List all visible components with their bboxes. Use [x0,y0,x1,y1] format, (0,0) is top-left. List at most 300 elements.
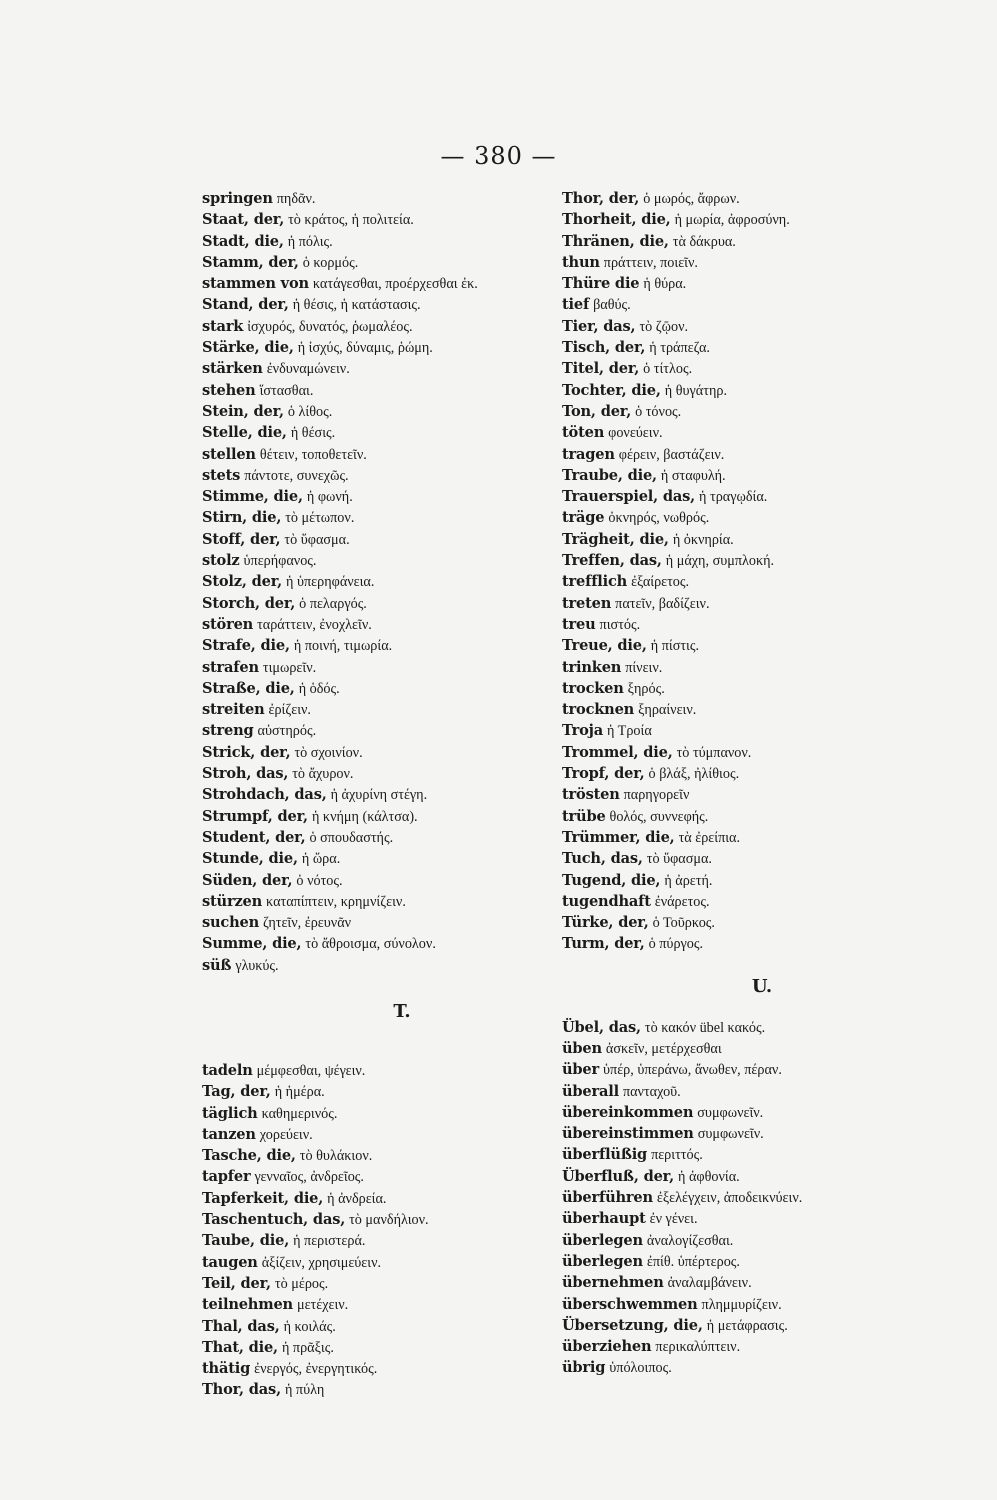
entry-translation: ὁ τόνος. [635,403,682,420]
dictionary-entry [202,1252,602,1273]
dictionary-entry [202,784,602,805]
dictionary-entry [562,614,962,635]
entry-headword: trösten [562,786,620,804]
entry-headword: stark [202,317,244,335]
entry-headword: Tapferkeit, die, [202,1189,324,1207]
dictionary-entry [562,657,962,678]
dictionary-entry [202,337,602,358]
dictionary-entry [562,1102,962,1123]
entry-translation: συμφωνεῖν. [697,1126,764,1143]
entry-translation: ὁ πύργος. [648,936,704,953]
dictionary-entry [562,848,962,869]
entry-headword: Stamm, der, [202,253,299,271]
entry-translation: ἐπίθ. ὑπέρτερος. [646,1253,740,1270]
entry-translation: ξηραίνειν. [638,702,697,719]
entry-headword: Strick, der, [202,743,291,761]
dictionary-entry [202,742,602,763]
entry-translation: ὁ Τοῦρκος. [652,915,715,932]
dictionary-entry [202,763,602,784]
entry-headword: überschwemmen [562,1295,698,1313]
entry-translation: πάντοτε, συνεχῶς. [244,467,349,484]
entry-translation: ὁ νότος. [296,872,343,889]
dictionary-entry [562,1187,962,1208]
dictionary-entry [202,827,602,848]
dictionary-entry [562,1144,962,1165]
dictionary-entry [562,806,962,827]
dictionary-entry [562,720,962,741]
entry-headword: Titel, der, [562,360,640,378]
entry-translation: ὁ μωρός, ἄφρων. [643,191,740,207]
entry-headword: Türke, der, [562,914,649,932]
entry-headword: töten [562,424,605,442]
dictionary-entry [562,486,962,507]
entry-headword: träge [562,509,605,527]
entry-headword: Süden, der, [202,871,293,889]
entry-translation: τὸ τύμπανον. [676,744,752,761]
entry-translation: θέτειν, τοποθετεῖν. [259,446,367,463]
entry-translation: θολός, συννεφής. [609,808,709,825]
dictionary-entry [202,1337,602,1358]
entry-headword: über [562,1061,599,1079]
entry-headword: Stirn, die, [202,509,282,527]
dictionary-entry [202,273,602,294]
entry-translation: φέρειν, βαστάζειν. [618,446,725,463]
dictionary-entry [202,422,605,443]
entry-headword: übernehmen [562,1274,664,1292]
entry-headword: stammen von [202,275,309,293]
dictionary-entry [562,1336,962,1357]
dictionary-entry [562,678,962,699]
entry-translation: ἡ πρᾶξις. [281,1339,334,1356]
entry-translation: χορεύειν. [259,1126,313,1143]
dictionary-entry [562,1123,962,1144]
dictionary-entry [562,422,962,443]
entry-headword: Thor, das, [202,1381,281,1399]
dictionary-entry [202,870,602,891]
dictionary-entry [562,465,962,486]
entry-headword: stören [202,615,254,633]
dictionary-entry [202,380,602,401]
dictionary-entry [562,1272,962,1293]
entry-translation: καταπίπτειν, κρημνίζειν. [266,893,406,910]
entry-translation: ἀξίζειν, χρησιμεύειν. [261,1254,382,1271]
entry-translation: πράττειν, ποιεῖν. [603,254,698,271]
dictionary-entry [562,1038,962,1059]
entry-headword: Tropf, der, [562,765,645,783]
entry-headword: Thüre die [562,275,640,293]
dictionary-entry [562,827,962,848]
entry-translation: τὸ θυλάκιον. [299,1148,373,1165]
entry-headword: tadeln [202,1061,253,1079]
entry-translation: τὸ μανδήλιον. [349,1212,429,1229]
dictionary-entry [562,1081,962,1102]
entry-translation: τὸ σχοινίον. [294,744,363,761]
entry-headword: Trümmer, die, [562,828,675,846]
entry-headword: Taschentuch, das, [202,1211,346,1229]
entries-t-continued [562,188,962,955]
dictionary-entry [202,1103,602,1124]
entry-headword: thätig [202,1360,251,1378]
dictionary-entry [562,188,962,209]
entry-headword: Stunde, die, [202,850,298,868]
entry-headword: Stimme, die, [202,488,303,506]
entry-translation: τὸ ὕφασμα. [284,531,350,548]
dictionary-entry [562,273,962,294]
entry-translation: φονεύειν. [608,425,663,442]
dictionary-entry [562,1294,962,1315]
entry-translation: ἡ ποινή, τιμωρία. [293,638,393,655]
entry-headword: stellen [202,445,256,463]
entry-translation: τιμωρεῖν. [262,659,317,676]
entry-translation: ὁ πελαργός. [299,595,367,612]
entry-translation: πατεῖν, βαδίζειν. [615,595,710,612]
entry-headword: stolz [202,552,240,570]
entry-headword: trocknen [562,701,635,719]
dictionary-entry [202,486,602,507]
dictionary-entry [562,1208,962,1229]
entry-translation: τὸ ζῷον. [639,318,689,335]
entry-translation: πηδᾶν. [276,191,316,207]
entry-headword: tief [562,296,590,314]
dictionary-entry [562,529,962,550]
entry-translation: ἡ ἰσχύς, δύναμις, ῥώμη. [297,340,433,357]
entry-translation: περιττός. [651,1147,703,1164]
dictionary-entry [562,231,962,252]
entry-translation: τὸ ὕφασμα. [646,851,712,868]
dictionary-entry [562,870,962,891]
entry-translation: ἡ περιστερά. [293,1233,366,1250]
dictionary-entry [202,1230,602,1251]
entry-headword: thun [562,253,600,271]
entries-u [562,1017,962,1379]
dictionary-entry [202,891,602,912]
entry-translation: ἵστασθαι. [259,382,314,399]
dictionary-entry [202,294,602,315]
dictionary-entry [202,933,602,954]
entry-headword: trefflich [562,573,628,591]
entry-headword: Turm, der, [562,935,645,953]
section-letter-u: U. [751,975,773,997]
entry-headword: Teil, der, [202,1274,271,1292]
entry-translation: ἐνεργός, ἐνεργητικός. [254,1361,378,1378]
entry-translation: γλυκύς. [235,957,279,974]
entry-headword: Tochter, die, [562,381,661,399]
dictionary-entry [562,507,962,528]
entry-headword: übereinkommen [562,1103,694,1121]
dictionary-entry [202,912,602,933]
entry-translation: ἡ μωρία, ἀφροσύνη. [674,212,790,229]
dictionary-entry [202,1294,602,1315]
dictionary-entry [202,529,602,550]
entry-translation: ἐξαίρετος. [631,574,690,591]
entry-headword: Tugend, die, [562,871,661,889]
entry-headword: tragen [562,445,615,463]
dictionary-entry [562,784,962,805]
dictionary-entry [202,720,602,741]
entry-headword: überlegen [562,1252,643,1270]
entry-translation: ἐνδυναμώνειν. [266,361,350,378]
entry-translation: ὁ τίτλος. [643,361,693,378]
dictionary-entry [562,1251,962,1272]
dictionary-entry [202,678,602,699]
entry-headword: Storch, der, [202,594,296,612]
entry-headword: süß [202,956,232,974]
entry-translation: ἡ Τροία [606,723,652,740]
dictionary-entry [562,401,962,422]
entry-headword: Strumpf, der, [202,807,308,825]
dictionary-entry [202,848,602,869]
entry-translation: ἐνάρετος. [654,893,710,910]
dictionary-entry [562,316,962,337]
dictionary-entry [202,316,602,337]
dictionary-entry [562,337,962,358]
entry-headword: trübe [562,807,606,825]
dictionary-entry [202,1060,602,1081]
entry-headword: Thal, das, [202,1317,280,1335]
dictionary-entry [202,635,602,656]
entry-translation: ἡ ἀρετή. [664,872,713,889]
entry-translation: ἡ ὑπερηφάνεια. [286,574,375,591]
dictionary-entry [202,1188,602,1209]
entry-translation: ἡ φωνή. [306,489,353,506]
entry-headword: stärken [202,360,263,378]
dictionary-entry [562,550,962,571]
entry-headword: Strohdach, das, [202,786,327,804]
entry-headword: Thorheit, die, [562,211,671,229]
entry-translation: ἡ ὥρα. [301,851,341,868]
entry-headword: Stein, der, [202,402,284,420]
entry-translation: ὑπέρ, ὑπεράνω, ἄνωθεν, πέραν. [603,1062,782,1079]
entry-headword: Straße, die, [202,679,295,697]
entry-translation: συμφωνεῖν. [697,1104,764,1121]
dictionary-entry [202,806,602,827]
entry-headword: Student, der, [202,828,306,846]
entry-headword: Tag, der, [202,1083,271,1101]
entry-headword: taugen [202,1253,258,1271]
entry-translation: πίνειν. [625,659,663,676]
dictionary-entry [202,1273,602,1294]
entry-headword: Trägheit, die, [562,530,669,548]
dictionary-entry [202,955,602,976]
entry-translation: ἡ ἡμέρα. [274,1084,325,1101]
entry-translation: γενναῖος, ἀνδρεῖος. [254,1169,364,1186]
entry-headword: teilnehmen [202,1296,293,1314]
entry-headword: Thor, der, [562,190,640,207]
entry-translation: πιστός. [599,616,641,633]
entry-headword: überhaupt [562,1210,646,1228]
entry-headword: Tuch, das, [562,850,643,868]
dictionary-entry [202,614,602,635]
entry-headword: Strafe, die, [202,637,290,655]
entry-headword: Stolz, der, [202,573,283,591]
entry-headword: Summe, die, [202,935,302,953]
entry-translation: ἀσκεῖν, μετέρχεσθαι [605,1040,722,1057]
entry-headword: Staat, der, [202,211,285,229]
entry-translation: ἡ θέσις, ἡ κατάστασις. [292,297,421,314]
dictionary-entry [202,1379,602,1400]
dictionary-entry [562,1315,962,1336]
dictionary-entry [202,231,602,252]
entry-translation: ἡ θύρα. [643,276,687,293]
entry-headword: treten [562,594,612,612]
entry-translation: ἡ τραγῳδία. [699,489,768,506]
entry-headword: stets [202,466,241,484]
dictionary-entry [202,209,602,230]
entry-headword: Treffen, das, [562,552,662,570]
entry-translation: ἡ ὀκνηρία. [672,531,734,548]
dictionary-entry [562,933,962,954]
dictionary-entry [562,252,962,273]
dictionary-entry [562,294,962,315]
entry-translation: τὰ ἐρείπια. [678,829,741,846]
entry-translation: περικαλύπτειν. [655,1339,741,1356]
dictionary-entry [562,593,962,614]
section-letter-t: T. [393,1000,411,1022]
dictionary-entry [202,358,602,379]
entry-translation: κατάγεσθαι, προέρχεσθαι ἐκ. [312,276,478,293]
entry-headword: strafen [202,658,259,676]
dictionary-entry [202,1316,602,1337]
entry-headword: Überfluß, der, [562,1167,674,1185]
entry-headword: That, die, [202,1338,278,1356]
entry-translation: ὁ βλάξ, ἠλίθιος. [648,766,740,783]
entry-translation: βαθύς. [593,297,631,314]
entry-translation: ὑπερήφανος. [243,553,317,570]
entry-translation: καθημερινός. [261,1105,338,1122]
right-column [562,188,962,1379]
entry-headword: stürzen [202,892,263,910]
entry-headword: Treue, die, [562,637,647,655]
entry-translation: ἡ πόλις. [287,233,333,250]
dictionary-entry [202,444,602,465]
dictionary-entry [202,252,602,273]
entry-headword: überführen [562,1189,653,1207]
dictionary-entry [562,209,962,230]
dictionary-entry [562,380,962,401]
dictionary-entry [202,1209,602,1230]
entry-translation: ἡ τράπεζα. [649,340,710,357]
dictionary-entry [562,699,962,720]
dictionary-entry [562,1166,962,1187]
entry-headword: täglich [202,1104,258,1122]
entry-translation: πανταχοῦ. [622,1083,681,1100]
dictionary-entry [202,465,602,486]
entry-translation: αὐστηρός. [257,723,317,740]
entry-headword: springen [202,190,273,207]
dictionary-entry [202,188,602,209]
entry-translation: ὀκνηρός, νωθρός. [608,510,710,527]
entry-headword: Stroh, das, [202,765,289,783]
dictionary-entry [562,763,962,784]
entry-headword: Stadt, die, [202,232,284,250]
entry-translation: ὁ λίθος. [287,403,333,420]
dictionary-entry [202,550,602,571]
entry-translation: παρηγορεῖν [623,787,690,804]
entry-headword: Tasche, die, [202,1147,296,1165]
entry-headword: Stelle, die, [202,424,287,442]
dictionary-entry [202,1081,602,1102]
entry-headword: treu [562,615,596,633]
entry-translation: ἐν γένει. [649,1211,698,1228]
entry-translation: τὸ ἄχυρον. [292,766,354,783]
entry-translation: τὸ μέτωπον. [285,510,355,527]
entry-headword: überziehen [562,1338,652,1356]
entry-translation: ἀναλογίζεσθαι. [646,1232,734,1249]
entry-translation: ζητεῖν, ἐρευνᾶν [263,915,352,932]
entry-translation: ἡ μάχη, συμπλοκή. [665,553,775,570]
entry-headword: Tier, das, [562,317,636,335]
dictionary-entry [562,571,962,592]
dictionary-entry [202,571,602,592]
entry-translation: ἡ μετάφρασις. [706,1317,788,1334]
entry-translation: ἡ θυγάτηρ. [664,382,727,399]
entry-translation: ἰσχυρός, δυνατός, ῥωμαλέος. [247,318,413,335]
entry-translation: ἡ πίστις. [650,638,700,655]
entry-headword: überflüßig [562,1146,648,1164]
dictionary-entry [202,401,602,422]
dictionary-entry [562,742,962,763]
entry-headword: Traube, die, [562,466,657,484]
entry-headword: streng [202,722,254,740]
entry-headword: Stärke, die, [202,339,294,357]
entry-headword: Übel, das, [562,1018,641,1036]
entry-translation: ἡ ἀχυρίνη στέγη. [330,787,428,804]
dictionary-entry [202,1166,602,1187]
entry-translation: πλημμυρίζειν. [701,1296,782,1313]
entry-headword: überlegen [562,1231,643,1249]
entry-headword: Thränen, die, [562,232,669,250]
entry-headword: Trauerspiel, das, [562,488,696,506]
entry-translation: μετέχειν. [296,1297,349,1314]
dictionary-entry [202,1124,602,1145]
entry-headword: übrig [562,1359,606,1377]
entry-headword: üben [562,1039,602,1057]
entry-translation: τὸ μέρος. [274,1275,329,1292]
dictionary-entry [562,912,962,933]
entry-headword: tapfer [202,1168,251,1186]
entry-translation: ταράττειν, ἐνοχλεῖν. [257,616,372,633]
entry-headword: stehen [202,381,256,399]
dictionary-entry [562,444,962,465]
dictionary-entry [562,1059,962,1080]
entry-headword: Stoff, der, [202,530,281,548]
page-number: — 380 — [440,142,557,170]
dictionary-entry [562,1017,962,1038]
dictionary-entry [562,891,962,912]
dictionary-entry [562,635,962,656]
entry-translation: τὸ κράτος, ἡ πολιτεία. [288,212,414,229]
entry-headword: Trommel, die, [562,743,673,761]
entry-headword: trocken [562,679,624,697]
entry-headword: Übersetzung, die, [562,1316,703,1334]
entry-headword: tanzen [202,1125,256,1143]
entry-translation: μέμφεσθαι, ψέγειν. [256,1062,366,1079]
entry-translation: τὰ δάκρυα. [672,233,736,250]
entry-headword: Stand, der, [202,296,289,314]
entry-translation: ἡ κνήμη (κάλτσα). [311,808,418,825]
entry-translation: τὸ ἄθροισμα, σύνολον. [305,936,436,953]
entry-translation: ὑπόλοιπος. [609,1360,672,1377]
entry-translation: ἡ ὁδός. [298,680,340,697]
entries-t [202,1060,602,1401]
entry-translation: τὸ κακόν übel κακός. [644,1019,766,1036]
entry-headword: streiten [202,701,265,719]
dictionary-entry [562,358,962,379]
entry-translation: ἡ ἀνδρεία. [327,1190,387,1207]
dictionary-entry [202,1145,602,1166]
entry-translation: ἡ κοιλάς. [283,1318,336,1335]
entry-translation: ἀναλαμβάνειν. [667,1275,752,1292]
